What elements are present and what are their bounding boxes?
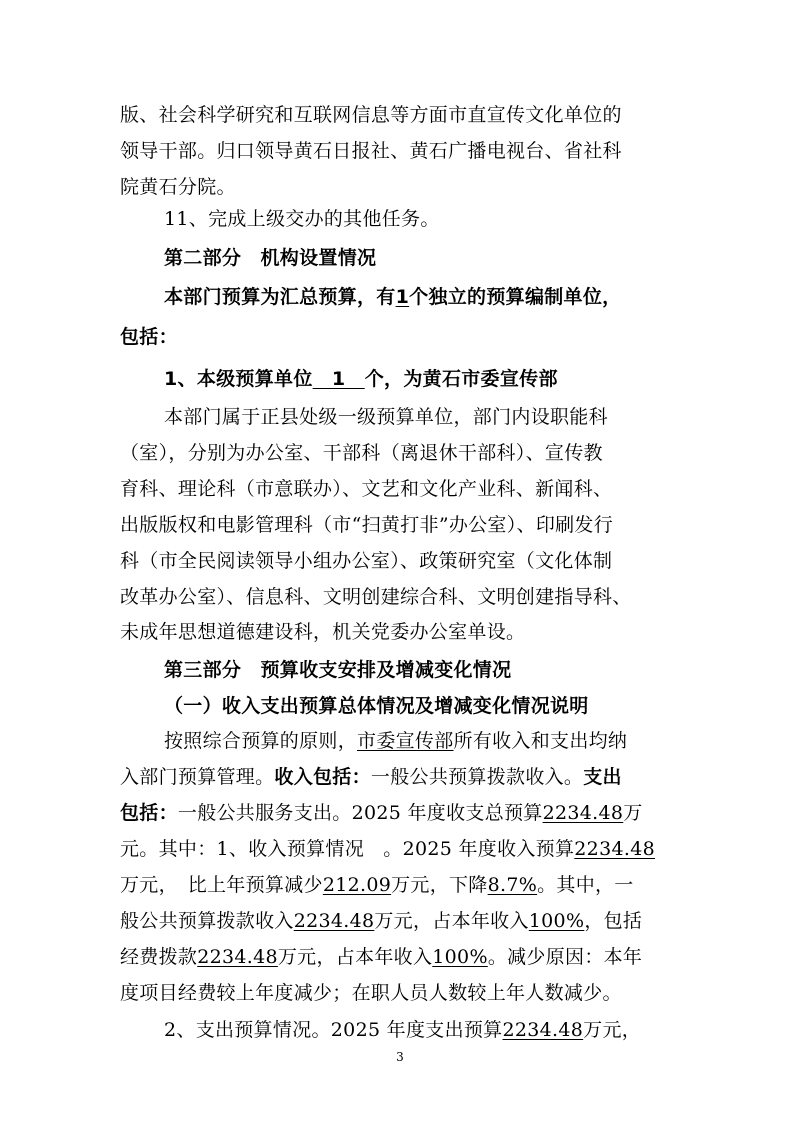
underlined-value: 100% — [528, 910, 585, 932]
text-line: 科（市全民阅读领导小组办公室）、政策研究室（文化体制 — [120, 550, 613, 572]
text-line — [164, 729, 627, 753]
text-line: 11、完成上级交办的其他任务。 — [164, 208, 440, 230]
text-span: 万元， — [583, 1019, 642, 1041]
text-line: 包括： — [120, 326, 178, 348]
underlined-value: 100% — [432, 946, 488, 968]
text-span: 。减少原因：本年 — [487, 946, 643, 968]
text-span: 元。其中：1、收入预算情况 。2025 年度收入预算 — [120, 838, 575, 860]
text-span: 1、本级预算单位 — [164, 368, 313, 390]
underlined-value: 8.7% — [487, 874, 538, 896]
text-span: 万元，占本年收入 — [277, 946, 433, 968]
text-span: 个独立的预算编制单位， — [409, 286, 622, 308]
text-line — [120, 909, 642, 933]
text-line: 育科、理论科（市意联办）、文艺和文化产业科、新闻科、 — [120, 478, 613, 500]
text-span: 支出 — [583, 766, 622, 788]
text-span: 般公共预算拨款收入 — [120, 910, 294, 932]
underlined-value: 1 — [312, 368, 365, 390]
page-number: 3 — [396, 1050, 404, 1064]
text-span: 包括： — [120, 802, 178, 824]
text-line — [164, 1018, 641, 1042]
text-span: 。其中，一 — [537, 874, 634, 896]
underlined-value: 2234.48 — [574, 838, 655, 860]
text-line — [120, 801, 643, 825]
text-line — [120, 765, 622, 789]
underlined-value: 2234.48 — [542, 802, 624, 824]
text-span: 万元， 比上年预算减少 — [120, 874, 323, 896]
text-line — [164, 285, 621, 309]
underlined-value: 1 — [395, 286, 410, 308]
section-heading: 第二部分 机构设置情况 — [164, 247, 377, 269]
underlined-value: 2234.48 — [293, 910, 375, 932]
text-line: 本部门属于正县处级一级预算单位，部门内设职能科 — [164, 406, 608, 428]
text-line: 改革办公室）、信息科、文明创建综合科、文明创建指导科、 — [120, 586, 632, 608]
text-span: 万元，下降 — [391, 874, 488, 896]
text-line: 院黄石分院。 — [120, 176, 236, 198]
text-span: 本部门预算为汇总预算，有 — [164, 286, 396, 308]
text-span: 万元，占本年收入 — [374, 910, 529, 932]
text-line — [120, 873, 634, 897]
text-span: 按照综合预算的原则， — [164, 730, 358, 752]
underlined-value: 2234.48 — [197, 946, 278, 968]
underlined-value: 2234.48 — [502, 1019, 584, 1041]
text-line — [164, 367, 558, 391]
subsection-heading: （一）收入支出预算总体情况及增减变化情况说明 — [164, 695, 589, 717]
text-line: 领导干部。归口领导黄石日报社、黄石广播电视台、省社科 — [120, 140, 622, 162]
text-line — [120, 837, 655, 861]
text-line: 版、社会科学研究和互联网信息等方面市直宣传文化单位的 — [120, 104, 622, 126]
text-line: 未成年思想道德建设科，机关党委办公室单设。 — [120, 621, 526, 643]
text-line: 度项目经费较上年度减少；在职人员人数较上年人数减少。 — [120, 982, 622, 1004]
underlined-value: 212.09 — [322, 874, 392, 896]
text-span: 个，为黄石市委宣传部 — [364, 368, 558, 390]
section-heading: 第三部分 预算收支安排及增减变化情况 — [164, 659, 512, 681]
text-span: 入部门预算管理。 — [120, 766, 275, 788]
text-span: ，包括 — [584, 910, 643, 932]
text-span: 一般公共服务支出。2025 年度收支总预算 — [177, 802, 543, 824]
text-span: 一般公共预算拨款收入。 — [370, 766, 584, 788]
text-line — [120, 945, 642, 969]
text-span: 所有收入和支出均纳 — [453, 730, 628, 752]
text-line: 出版版权和电影管理科（市“扫黄打非”办公室）、印刷发行 — [120, 514, 614, 536]
text-span: 2、支出预算情况。2025 年度支出预算 — [164, 1019, 503, 1041]
text-span: 万 — [623, 802, 643, 824]
text-line: （室），分别为办公室、干部科（离退休干部科）、宣传教 — [120, 442, 603, 464]
text-span: 收入包括： — [274, 766, 371, 788]
text-span: 经费拨款 — [120, 946, 198, 968]
underlined-value: 市委宣传部 — [357, 730, 454, 752]
